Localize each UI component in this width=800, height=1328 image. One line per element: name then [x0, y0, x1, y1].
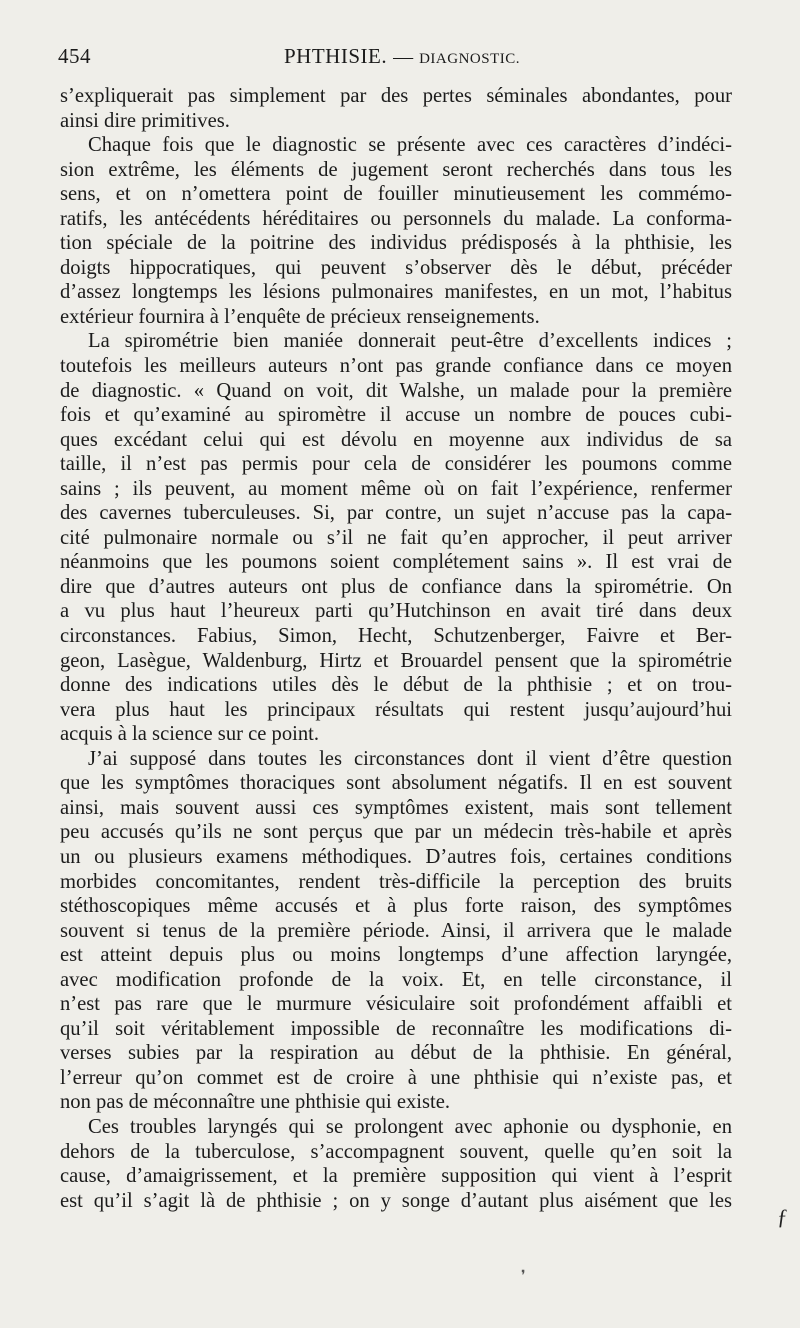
- text-line: n’est pas rare que le murmure vésiculaire soit profondément affaibli et: [60, 993, 732, 1016]
- text-line: extérieur fournira à l’enquête de précieux renseignements.: [60, 305, 540, 328]
- text-line: La spirométrie bien maniée donnerait peut-être d’excellents indices ;: [88, 330, 732, 353]
- page-header: [58, 44, 738, 74]
- text-line: peu accusés qu’ils ne sont perçus que par un médecin très-habile et après: [60, 821, 732, 844]
- text-line: Ces troubles laryngés qui se prolongent avec aphonie ou dysphonie, en: [88, 1115, 732, 1138]
- text-line: un ou plusieurs examens méthodiques. D’autres fois, certaines conditions: [60, 845, 732, 868]
- text-line: avec modification profonde de la voix. Et, en telle circonstance, il: [60, 968, 732, 991]
- text-line: ainsi dire primitives.: [60, 109, 230, 132]
- text-line: ainsi, mais souvent aussi ces symptômes existent, mais sont tellement: [60, 796, 732, 819]
- text-line: non pas de méconnaître une phthisie qui existe.: [60, 1091, 451, 1114]
- text-line: tion spéciale de la poitrine des individus prédisposés à la phthisie, les: [60, 232, 732, 255]
- margin-mark: ƒ: [777, 1204, 788, 1229]
- text-line: toutefois les meilleurs auteurs n’ont pas grande confiance dans ce moyen: [60, 355, 732, 378]
- text-line: vera plus haut les principaux résultats qui restent jusqu’aujourd’hui: [60, 698, 732, 721]
- text-line: ratifs, les antécédents héréditaires ou personnels du malade. La conforma-: [60, 207, 732, 230]
- text-line: dire que d’autres auteurs ont plus de confiance dans la spirométrie. On: [60, 575, 732, 598]
- body-text: [60, 84, 732, 1213]
- text-line: cité pulmonaire normale ou s’il ne fait qu’en approcher, il peut arriver: [60, 526, 732, 549]
- text-line: d’assez longtemps les lésions pulmonaires manifestes, en un mot, l’habitus: [60, 281, 732, 304]
- text-line: que les symptômes thoraciques sont absolument négatifs. Il en est souvent: [60, 772, 732, 795]
- text-line: sains ; ils peuvent, au moment même où on fait l’expérience, renfermer: [60, 477, 732, 500]
- text-line: Chaque fois que le diagnostic se présente avec ces caractères d’indéci-: [88, 134, 732, 157]
- text-line: dehors de la tuberculose, s’accompagnent souvent, quelle qu’en soit la: [60, 1140, 732, 1163]
- running-title-subtitle: DIAGNOSTIC.: [419, 51, 521, 67]
- text-line: geon, Lasègue, Waldenburg, Hirtz et Brouardel pensent que la spirométrie: [60, 649, 732, 672]
- running-title-main: PHTHISIE.: [284, 44, 388, 68]
- text-line: stéthoscopiques même accusés et à plus forte raison, des symptômes: [60, 895, 732, 918]
- text-line: sion extrême, les éléments de jugement seront recherchés dans tous les: [60, 158, 732, 181]
- page-number: 454: [58, 44, 91, 68]
- text-line: taille, il n’est pas permis pour cela de considérer les poumons comme: [60, 453, 732, 476]
- text-line: sens, et on n’omettera point de fouiller minutieusement les commémo-: [60, 183, 732, 206]
- text-line: des cavernes tuberculeuses. Si, par contre, un sujet n’accuse pas la capa-: [60, 502, 732, 525]
- text-line: verses subies par la respiration au début de la phthisie. En général,: [60, 1042, 732, 1065]
- text-line: acquis à la science sur ce point.: [60, 723, 320, 746]
- text-line: est atteint depuis plus ou moins longtemps d’une affection laryngée,: [60, 944, 732, 967]
- text-line: a vu plus haut l’heureux parti qu’Hutchinson en avait tiré dans deux: [60, 600, 732, 623]
- text-line: de diagnostic. « Quand on voit, dit Walshe, un malade pour la première: [60, 379, 732, 402]
- text-line: fois et qu’examiné au spiromètre il accuse un nombre de pouces cubi-: [60, 404, 732, 427]
- text-line: l’erreur qu’on commet est de croire à une phthisie qui n’existe pas, et: [60, 1066, 732, 1089]
- text-line: ques excédant celui qui est dévolu en moyenne aux individus de sa: [60, 428, 732, 451]
- text-line: cause, d’amaigrissement, et la première supposition qui vient à l’esprit: [60, 1165, 732, 1188]
- text-line: circonstances. Fabius, Simon, Hecht, Schutzenberger, Faivre et Ber-: [60, 625, 732, 648]
- text-line: souvent si tenus de la première période. Ainsi, il arrivera que le malade: [60, 919, 732, 942]
- text-line: J’ai supposé dans toutes les circonstances dont il vient d’être question: [88, 747, 732, 770]
- text-line: est qu’il s’agit là de phthisie ; on y songe d’autant plus aisément que les: [60, 1189, 732, 1212]
- text-line: donne des indications utiles dès le début de la phthisie ; et on trou-: [60, 674, 732, 697]
- margin-mark: ❜: [521, 1269, 526, 1284]
- text-line: s’expliquerait pas simplement par des pertes séminales abondantes, pour: [60, 85, 732, 107]
- text-line: néanmoins que les poumons soient complétement sains ». Il est vrai de: [60, 551, 732, 574]
- text-line: doigts hippocratiques, qui peuvent s’observer dès le début, précéder: [60, 256, 732, 279]
- running-title: [284, 44, 520, 69]
- text-line: qu’il soit véritablement impossible de reconnaître les modifications di-: [60, 1017, 732, 1040]
- text-line: morbides concomitantes, rendent très-difficile la perception des bruits: [60, 870, 732, 893]
- running-title-separator: —: [393, 46, 414, 68]
